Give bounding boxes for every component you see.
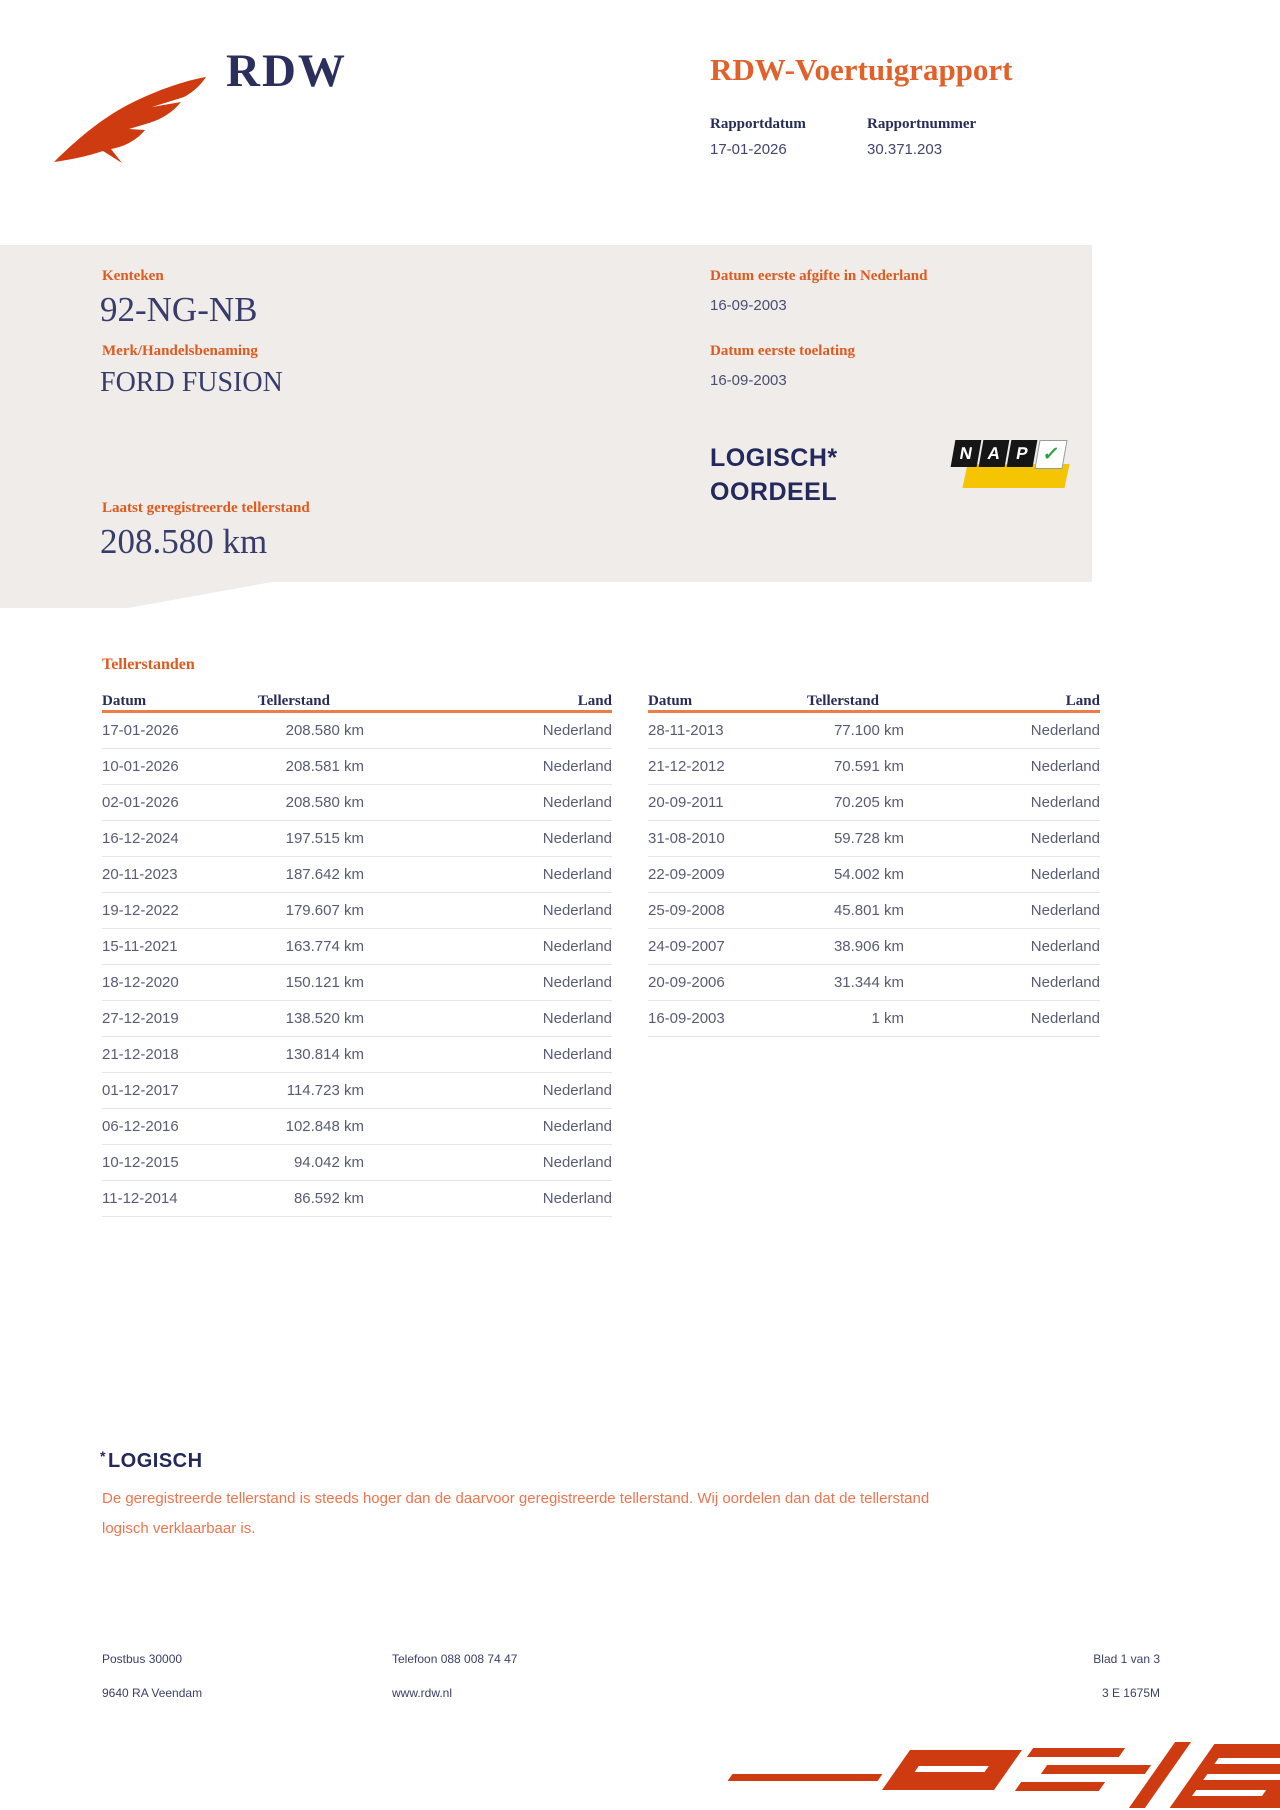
footer-doc-code: 3 E 1675M xyxy=(1101,1686,1160,1700)
cell-land: Nederland xyxy=(1030,938,1100,955)
tellerstanden-section-title: Tellerstanden xyxy=(102,656,195,673)
kenteken-label: Kenteken xyxy=(102,268,164,284)
eerste-afgifte-label: Datum eerste afgifte in Nederland xyxy=(710,268,928,284)
cell-tellerstand: 197.515 km xyxy=(285,830,364,847)
cell-datum: 10-01-2026 xyxy=(102,758,179,775)
cell-land: Nederland xyxy=(542,1046,612,1063)
cell-land: Nederland xyxy=(542,866,612,883)
report-number-value: 30.371.203 xyxy=(867,141,943,158)
footer-phone: Telefoon 088 008 74 47 xyxy=(392,1652,518,1666)
cell-tellerstand: 138.520 km xyxy=(285,1010,364,1027)
rdw-wordmark: RDW xyxy=(226,45,347,97)
decorative-stripe xyxy=(1027,1748,1125,1757)
eerste-toelating-value: 16-09-2003 xyxy=(710,372,787,389)
table-row xyxy=(102,785,612,821)
cell-datum: 20-11-2023 xyxy=(102,866,178,883)
nap-check-icon: ✓ xyxy=(1034,440,1067,469)
report-number-label: Rapportnummer xyxy=(867,116,977,132)
cell-datum: 20-09-2006 xyxy=(648,974,725,991)
cell-land: Nederland xyxy=(542,758,612,775)
footer-website: www.rdw.nl xyxy=(392,1686,453,1700)
cell-land: Nederland xyxy=(542,1082,612,1099)
rdw-feather-logo-icon xyxy=(52,72,212,167)
table-row xyxy=(102,1001,612,1037)
cell-land: Nederland xyxy=(542,1118,612,1135)
cell-datum: 11-12-2014 xyxy=(102,1190,178,1207)
table-row xyxy=(102,1109,612,1145)
cell-tellerstand: 208.580 km xyxy=(285,722,364,739)
cell-datum: 17-01-2026 xyxy=(102,722,179,739)
cell-tellerstand: 45.801 km xyxy=(833,902,904,919)
footer-address-line2: 9640 RA Veendam xyxy=(102,1686,203,1700)
oordeel-text xyxy=(710,441,838,509)
eerste-afgifte-value: 16-09-2003 xyxy=(710,297,787,314)
cell-land: Nederland xyxy=(1030,866,1100,883)
cell-datum: 21-12-2018 xyxy=(102,1046,179,1063)
decorative-stripe xyxy=(728,1774,883,1781)
column-header-tellerstand: Tellerstand xyxy=(807,693,879,709)
kenteken-value: 92-NG-NB xyxy=(100,290,258,329)
cell-tellerstand: 208.580 km xyxy=(285,794,364,811)
cell-land: Nederland xyxy=(1030,902,1100,919)
table-row xyxy=(102,713,612,749)
cell-datum: 21-12-2012 xyxy=(648,758,725,775)
eerste-toelating-label: Datum eerste toelating xyxy=(710,343,855,359)
cell-tellerstand: 94.042 km xyxy=(293,1154,364,1171)
cell-land: Nederland xyxy=(1030,722,1100,739)
table-row xyxy=(102,1145,612,1181)
logisch-explanation: De geregistreerde tellerstand is steeds hoger dan de daarvoor geregistreerde tellerstand. Wij oordelen dan dat de tellerstand logisch verklaarbaar is. xyxy=(102,1490,930,1537)
decorative-stripes-graphic xyxy=(700,1740,1280,1810)
table-row xyxy=(102,929,612,965)
table-row xyxy=(648,929,1100,965)
cell-tellerstand: 179.607 km xyxy=(285,902,364,919)
cell-land: Nederland xyxy=(542,794,612,811)
column-header-tellerstand: Tellerstand xyxy=(258,693,330,709)
cell-datum: 22-09-2009 xyxy=(648,866,725,883)
table-row xyxy=(648,749,1100,785)
cell-land: Nederland xyxy=(1030,794,1100,811)
decorative-stripe xyxy=(882,1750,1022,1790)
cell-tellerstand: 208.581 km xyxy=(285,758,364,775)
cell-land: Nederland xyxy=(542,1010,612,1027)
cell-datum: 18-12-2020 xyxy=(102,974,179,991)
cell-datum: 15-11-2021 xyxy=(102,938,178,955)
tellerstanden-table-right xyxy=(648,686,1100,1037)
table-row xyxy=(648,1001,1100,1037)
nap-logo-icon xyxy=(953,438,1075,494)
cell-tellerstand: 38.906 km xyxy=(833,938,904,955)
table-row xyxy=(648,713,1100,749)
cell-land: Nederland xyxy=(542,1154,612,1171)
column-header-datum: Datum xyxy=(102,693,147,709)
cell-land: Nederland xyxy=(1030,974,1100,991)
cell-tellerstand: 1 km xyxy=(871,1010,904,1027)
table-row xyxy=(102,1037,612,1073)
cell-tellerstand: 102.848 km xyxy=(285,1118,364,1135)
table-row xyxy=(102,965,612,1001)
page-title: RDW-Voertuigrapport xyxy=(710,52,1013,87)
nap-letter-p: P xyxy=(1007,440,1038,467)
table-header xyxy=(102,686,612,713)
cell-land: Nederland xyxy=(542,722,612,739)
column-header-datum: Datum xyxy=(648,693,693,709)
decorative-stripe xyxy=(1170,1744,1280,1808)
table-row xyxy=(102,1073,612,1109)
report-date-value: 17-01-2026 xyxy=(710,141,787,158)
cell-datum: 28-11-2013 xyxy=(648,722,724,739)
cell-datum: 20-09-2011 xyxy=(648,794,724,811)
cell-land: Nederland xyxy=(1030,758,1100,775)
cell-datum: 16-09-2003 xyxy=(648,1010,725,1027)
nap-letter-n: N xyxy=(951,440,982,467)
table-row xyxy=(648,857,1100,893)
table-row xyxy=(102,821,612,857)
cell-tellerstand: 187.642 km xyxy=(285,866,364,883)
footer-page-number: Blad 1 van 3 xyxy=(1093,1652,1160,1666)
cell-tellerstand: 54.002 km xyxy=(833,866,904,883)
tellerstanden-table-left xyxy=(102,686,612,1217)
laatste-tellerstand-value: 208.580 km xyxy=(100,522,268,561)
logisch-heading xyxy=(100,1448,203,1473)
merk-value: FORD FUSION xyxy=(100,367,283,398)
cell-datum: 27-12-2019 xyxy=(102,1010,179,1027)
decorative-stripe xyxy=(1041,1765,1151,1774)
cell-land: Nederland xyxy=(542,974,612,991)
column-header-land: Land xyxy=(1065,693,1100,709)
cell-tellerstand: 70.591 km xyxy=(833,758,904,775)
cell-datum: 02-01-2026 xyxy=(102,794,179,811)
cell-land: Nederland xyxy=(542,1190,612,1207)
cell-datum: 19-12-2022 xyxy=(102,902,179,919)
footer-address-line1: Postbus 30000 xyxy=(102,1652,183,1666)
cell-tellerstand: 114.723 km xyxy=(286,1082,364,1099)
table-row xyxy=(648,785,1100,821)
cell-land: Nederland xyxy=(542,830,612,847)
oordeel-line2: OORDEEL xyxy=(710,478,838,506)
table-row xyxy=(102,1181,612,1217)
column-header-land: Land xyxy=(577,693,612,709)
cell-land: Nederland xyxy=(1030,830,1100,847)
cell-tellerstand: 31.344 km xyxy=(833,974,904,991)
cell-datum: 01-12-2017 xyxy=(102,1082,179,1099)
oordeel-line1: LOGISCH* xyxy=(710,444,838,472)
cell-datum: 06-12-2016 xyxy=(102,1118,179,1135)
table-row xyxy=(648,893,1100,929)
cell-tellerstand: 70.205 km xyxy=(833,794,904,811)
cell-datum: 16-12-2024 xyxy=(102,830,179,847)
table-row xyxy=(648,821,1100,857)
cell-land: Nederland xyxy=(1030,1010,1100,1027)
cell-tellerstand: 130.814 km xyxy=(285,1046,364,1063)
cell-tellerstand: 77.100 km xyxy=(833,722,904,739)
logisch-asterisk: * xyxy=(100,1448,106,1464)
cell-datum: 25-09-2008 xyxy=(648,902,725,919)
cell-land: Nederland xyxy=(542,938,612,955)
nap-letter-a: A xyxy=(979,440,1010,467)
cell-datum: 10-12-2015 xyxy=(102,1154,179,1171)
logisch-heading-text: LOGISCH xyxy=(107,1450,203,1472)
table-row xyxy=(102,749,612,785)
merk-label: Merk/Handelsbenaming xyxy=(102,343,258,359)
report-date-label: Rapportdatum xyxy=(710,116,806,132)
table-row xyxy=(102,893,612,929)
cell-tellerstand: 59.728 km xyxy=(833,830,904,847)
cell-datum: 31-08-2010 xyxy=(648,830,725,847)
cell-tellerstand: 86.592 km xyxy=(293,1190,364,1207)
table-row xyxy=(648,965,1100,1001)
decorative-stripe xyxy=(1015,1782,1105,1791)
cell-land: Nederland xyxy=(542,902,612,919)
cell-tellerstand: 163.774 km xyxy=(285,938,364,955)
table-header xyxy=(648,686,1100,713)
cell-tellerstand: 150.121 km xyxy=(285,974,364,991)
table-row xyxy=(102,857,612,893)
cell-datum: 24-09-2007 xyxy=(648,938,725,955)
laatste-tellerstand-label: Laatst geregistreerde tellerstand xyxy=(102,500,310,516)
